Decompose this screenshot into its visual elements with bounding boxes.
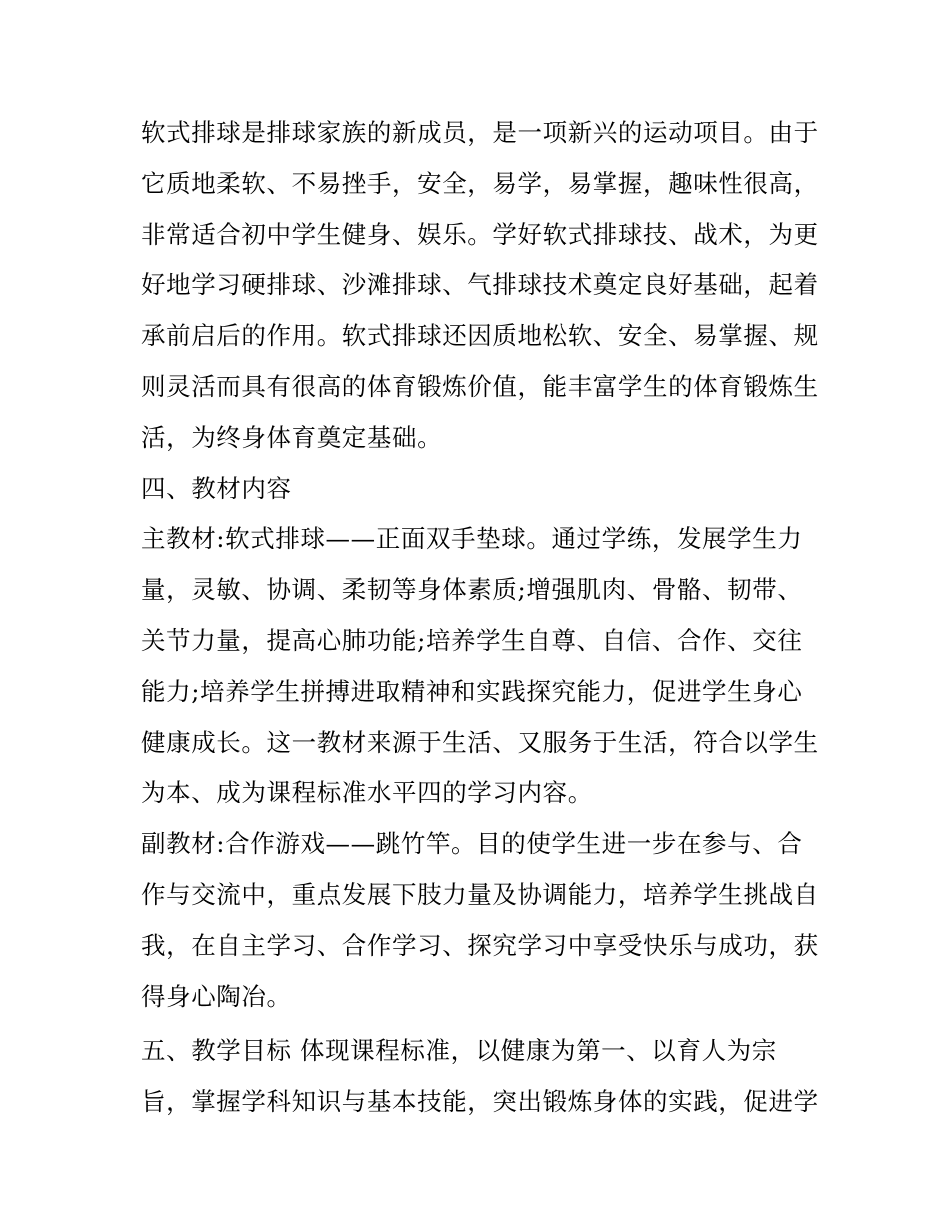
paragraph-line: 软式排球是排球家族的新成员，是一项新兴的运动项目。由于 — [141, 118, 819, 147]
paragraph-line: 非常适合初中学生健身、娱乐。学好软式排球技、战术，为更 — [141, 219, 819, 249]
section-heading: 五、教学目标 体现课程标准，以健康为第一、以育人为宗 — [141, 1036, 777, 1066]
paragraph-line: 副教材:合作游戏——跳竹竿。目的使学生进一步在参与、合 — [141, 829, 803, 859]
paragraph-line: 关节力量，提高心肺功能;培养学生自尊、自信、合作、交往 — [141, 625, 803, 655]
paragraph-line: 则灵活而具有很高的体育锻炼价值，能丰富学生的体育锻炼生 — [141, 371, 819, 401]
paragraph-line: 活，为终身体育奠定基础。 — [141, 422, 443, 452]
paragraph-line: 好地学习硬排球、沙滩排球、气排球技术奠定良好基础，起着 — [141, 270, 819, 300]
paragraph-line: 量，灵敏、协调、柔韧等身体素质;增强肌肉、骨骼、韧带、 — [141, 575, 803, 605]
paragraph-line: 承前启后的作用。软式排球还因质地松软、安全、易掌握、规 — [141, 321, 819, 351]
paragraph-line: 旨，掌握学科知识与基本技能，突出锻炼身体的实践，促进学 — [141, 1087, 819, 1117]
paragraph-line: 作与交流中，重点发展下肢力量及协调能力，培养学生挑战自 — [141, 879, 819, 909]
paragraph-line: 主教材:软式排球——正面双手垫球。通过学练，发展学生力 — [141, 524, 803, 554]
paragraph-line: 我，在自主学习、合作学习、探究学习中享受快乐与成功，获 — [141, 930, 819, 960]
paragraph-line: 得身心陶冶。 — [141, 981, 292, 1011]
paragraph-line: 为本、成为课程标准水平四的学习内容。 — [141, 778, 593, 808]
paragraph-line: 健康成长。这一教材来源于生活、又服务于生活，符合以学生 — [141, 727, 819, 757]
section-heading: 四、教材内容 — [141, 473, 292, 503]
paragraph-line: 能力;培养学生拼搏进取精神和实践探究能力，促进学生身心 — [141, 676, 803, 706]
document-body — [141, 108, 821, 1128]
paragraph-line: 它质地柔软、不易挫手，安全，易学，易掌握，趣味性很高， — [141, 168, 819, 198]
